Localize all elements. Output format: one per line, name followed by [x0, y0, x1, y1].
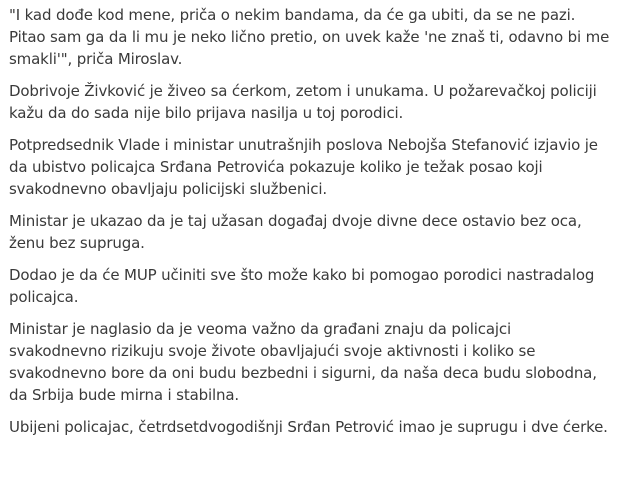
article-paragraph: "I kad dođe kod mene, priča o nekim bandama, da će ga ubiti, da se ne pazi. Pitao sam ga da li mu je neko lično pretio, on uvek kaže 'ne znaš ti, odavno bi me smakli'", priča Miroslav. [9, 6, 610, 68]
article-paragraph: Dobrivoje Živković je živeo sa ćerkom, zetom i unukama. U požarevačkoj policiji kažu da do sada nije bilo prijava nasilja u toj porodici. [9, 82, 597, 122]
article-paragraph: Ubijeni policajac, četrdsetdvogodišnji Srđan Petrović imao je suprugu i dve ćerke. [9, 418, 608, 436]
article-paragraph: Dodao je da će MUP učiniti sve što može kako bi pomogao porodici nastradalog policajca. [9, 266, 595, 306]
article-paragraph: Potpredsednik Vlade i ministar unutrašnjih poslova Nebojša Stefanović izjavio je da ubistvo policajca Srđana Petrovića pokazuje koliko je težak posao koji svakodnevno obavljaju policijski službenici. [9, 136, 598, 198]
article-paragraph: Ministar je ukazao da je taj užasan događaj dvoje divne dece ostavio bez oca, ženu bez supruga. [9, 212, 582, 252]
article-paragraph: Ministar je naglasio da je veoma važno da građani znaju da policajci svakodnevno rizikuju svoje živote obavljajući svoje aktivnosti i koliko se svakodnevno bore da oni budu bezbedni i sigurni, da naša deca budu slobodna, da Srbija bude mirna i stabilna. [9, 320, 597, 404]
